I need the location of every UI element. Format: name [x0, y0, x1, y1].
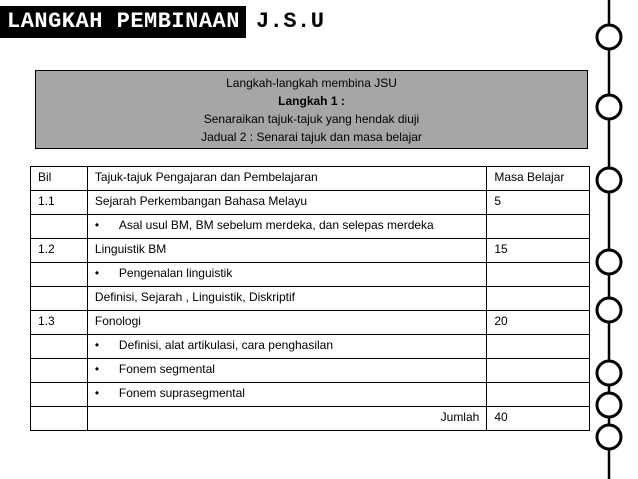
bullet-icon: •: [94, 218, 100, 232]
title-highlight: LANGKAH PEMBINAAN: [0, 6, 246, 38]
table-caption-box: [35, 70, 588, 149]
table-row: [31, 383, 590, 407]
cell-bil: [31, 383, 88, 407]
cell-topic: Definisi, Sejarah , Linguistik, Diskriptif: [87, 287, 486, 311]
cell-bil: 1.1: [31, 191, 88, 215]
bullet-icon: •: [94, 266, 100, 280]
cell-topic: [87, 263, 486, 287]
bullet-icon: •: [94, 386, 100, 400]
topic-text: Asal usul BM, BM sebelum merdeka, dan selepas merdeka: [118, 218, 434, 232]
binder-ring: [597, 393, 621, 417]
total-label: Jumlah: [87, 407, 486, 431]
caption-line-2: Langkah 1 :: [278, 94, 345, 108]
header-cell-topic: Tajuk-tajuk Pengajaran dan Pembelajaran: [87, 167, 486, 191]
binder-ring: [597, 298, 621, 322]
slide-title: [0, 6, 324, 38]
cell-bil: [31, 215, 88, 239]
binder-ring: [597, 361, 621, 385]
table-total-row: [31, 407, 590, 431]
topic-text: Definisi, alat artikulasi, cara penghasilan: [118, 338, 334, 352]
title-rest: J.S.U: [255, 9, 325, 34]
cell-topic: [87, 335, 486, 359]
table-row: [31, 215, 590, 239]
topic-table: [30, 166, 590, 431]
table-row: [31, 239, 590, 263]
cell-masa: [487, 263, 590, 287]
topic-text: Fonem segmental: [118, 362, 215, 376]
table-row: [31, 311, 590, 335]
cell-bil: 1.2: [31, 239, 88, 263]
cell-topic: Fonologi: [87, 311, 486, 335]
bullet-icon: •: [94, 338, 100, 352]
binder-ring: [597, 25, 621, 49]
cell-topic: Sejarah Perkembangan Bahasa Melayu: [87, 191, 486, 215]
topic-text: Fonem suprasegmental: [118, 386, 245, 400]
cell-topic: [87, 359, 486, 383]
cell-masa: 20: [487, 311, 590, 335]
cell-topic: [87, 215, 486, 239]
table-header-row: [31, 167, 590, 191]
cell-masa: [487, 359, 590, 383]
cell-masa: 5: [487, 191, 590, 215]
cell-bil: [31, 287, 88, 311]
cell-masa: [487, 335, 590, 359]
table-row: [31, 359, 590, 383]
binder-ring: [597, 425, 621, 449]
binder-ring: [597, 250, 621, 274]
cell-empty: [31, 407, 88, 431]
caption-line-3: Senaraikan tajuk-tajuk yang hendak diuji: [203, 112, 420, 126]
cell-masa: 15: [487, 239, 590, 263]
bullet-icon: •: [94, 362, 100, 376]
cell-masa: [487, 383, 590, 407]
cell-topic: Linguistik BM: [87, 239, 486, 263]
binder-ring: [597, 168, 621, 192]
total-value: 40: [487, 407, 590, 431]
binder-ring: [597, 95, 621, 119]
topic-text: Pengenalan linguistik: [118, 266, 233, 280]
caption-line-4: Jadual 2 : Senarai tajuk dan masa belajar: [201, 130, 422, 144]
table-row: [31, 335, 590, 359]
caption-line-1: Langkah-langkah membina JSU: [226, 76, 397, 90]
cell-bil: 1.3: [31, 311, 88, 335]
header-cell-bil: Bil: [31, 167, 88, 191]
cell-masa: [487, 215, 590, 239]
cell-bil: [31, 263, 88, 287]
header-cell-masa: Masa Belajar: [487, 167, 590, 191]
table-row: [31, 191, 590, 215]
cell-bil: [31, 359, 88, 383]
table-row: [31, 263, 590, 287]
cell-masa: [487, 287, 590, 311]
cell-bil: [31, 335, 88, 359]
table-row: [31, 287, 590, 311]
cell-topic: [87, 383, 486, 407]
